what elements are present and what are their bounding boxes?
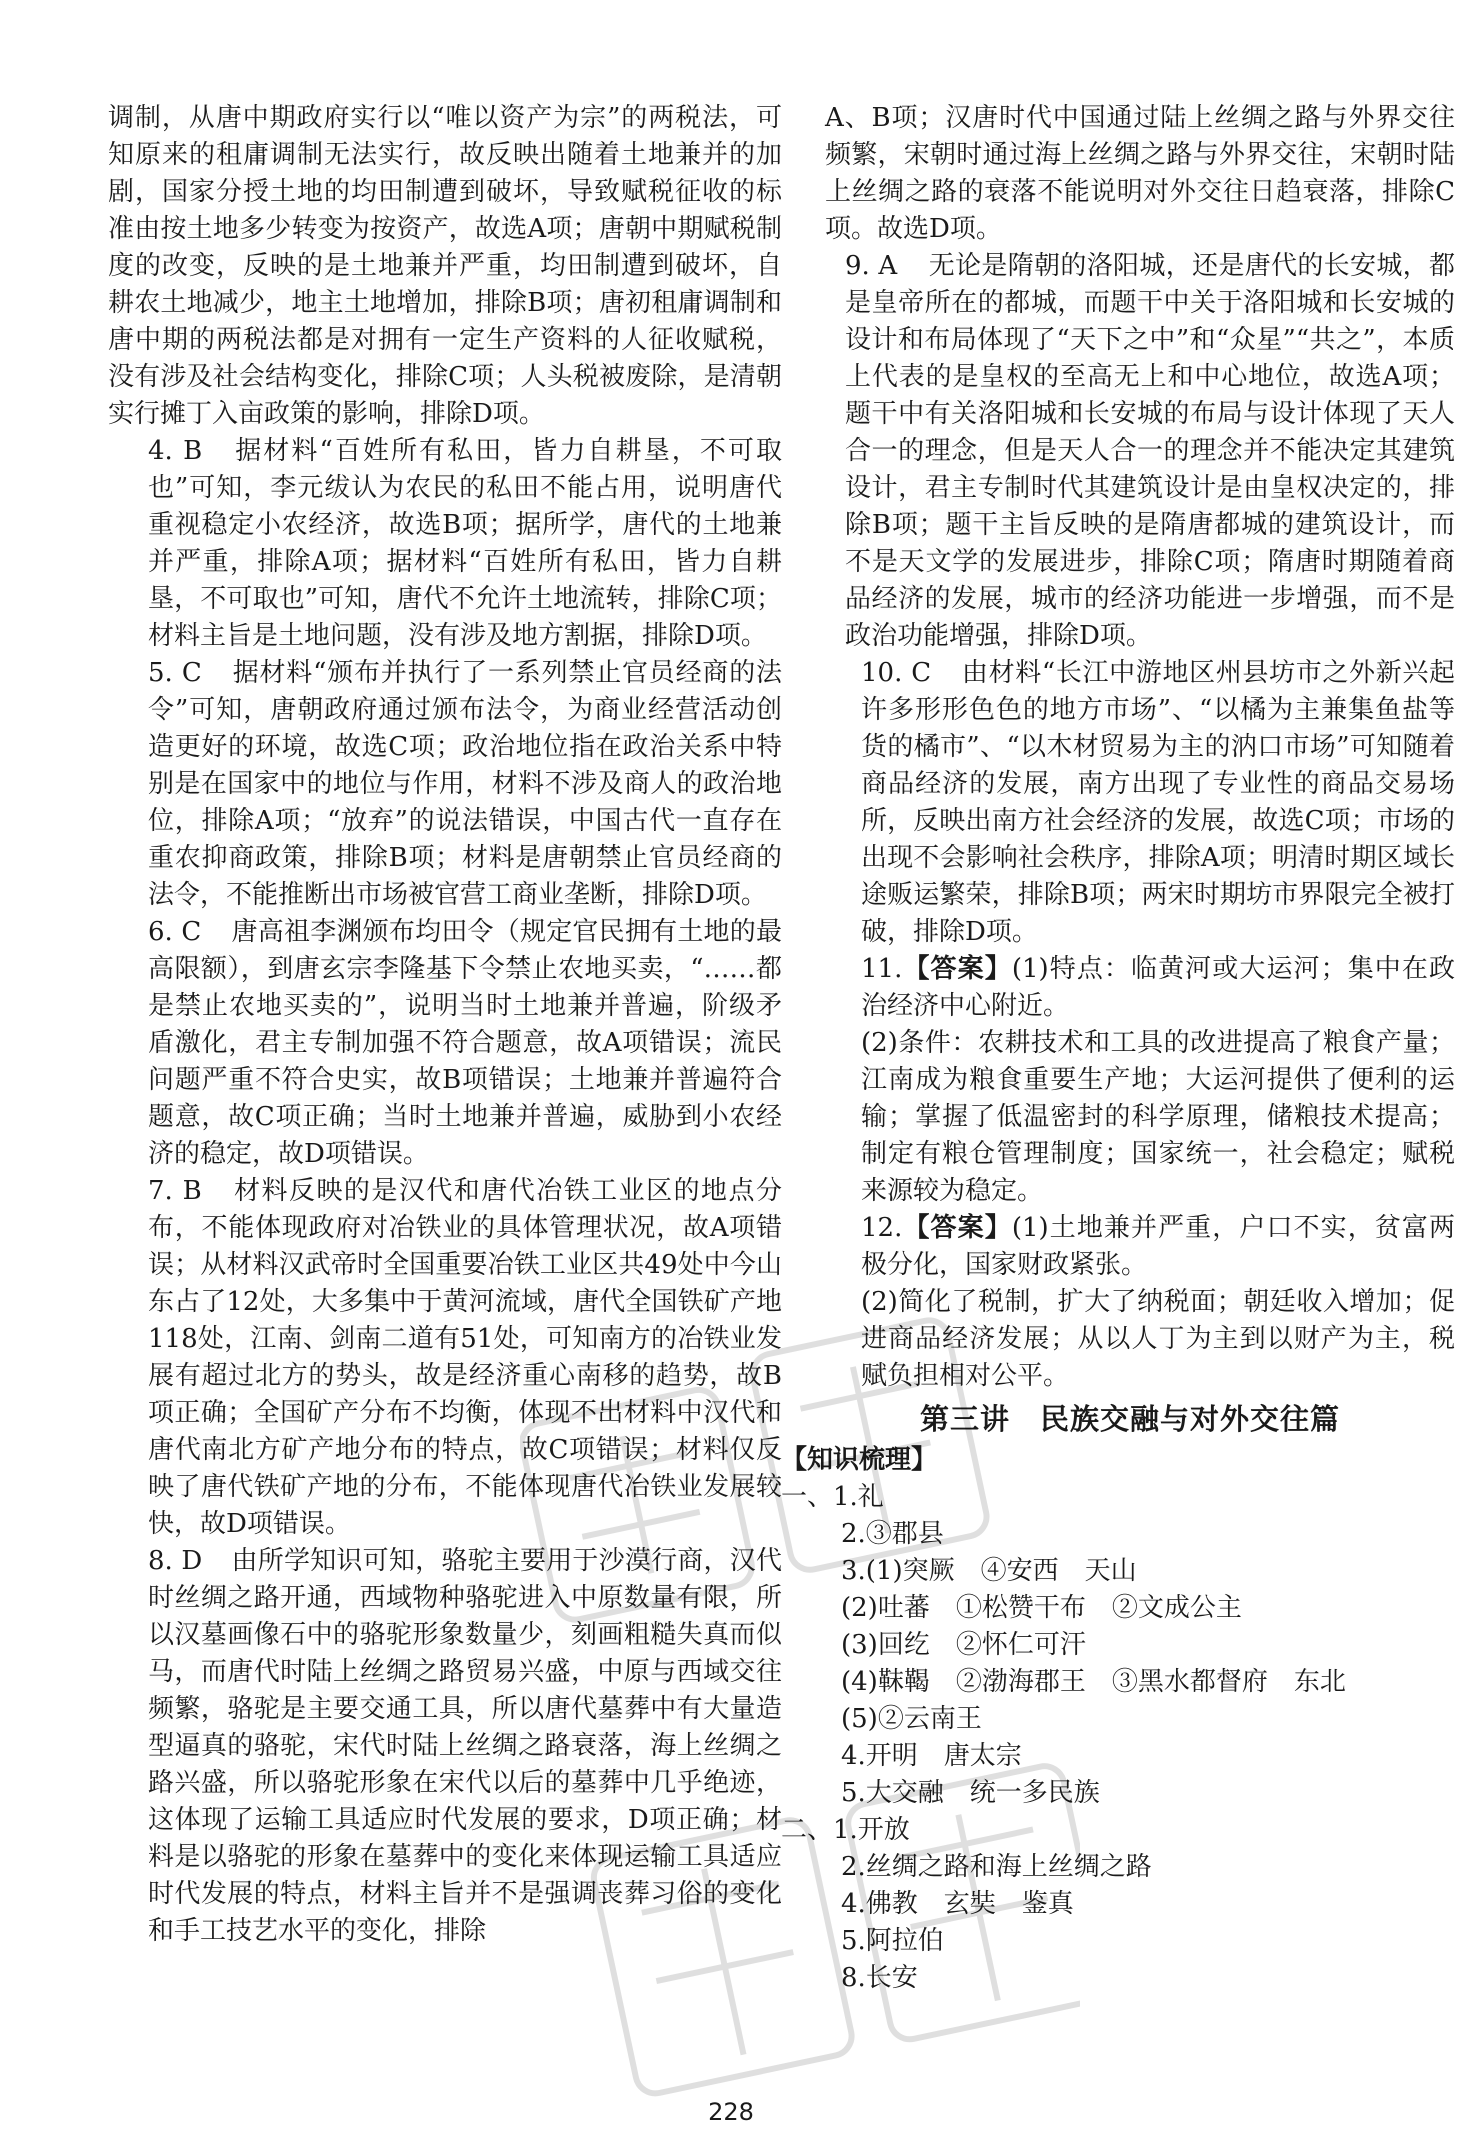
item-explanation: 据材料“百姓所有私田，皆力自耕垦，不可取也”可知，李元绂认为农民的私田不能占用，说明唐代重视稳定小农经济，故选B项；据所学，唐代的土地兼并严重，排除A项；据材料“百姓所有私田，皆力自耕垦，不可取也”可知，唐代不允许土地流转，排除C项；材料主旨是土地问题，没有涉及地方割据，排除D项。 bbox=[148, 436, 782, 651]
item-number: 4. bbox=[148, 436, 173, 466]
left-continuation-text: 调制，从唐中期政府实行以“唯以资产为宗”的两税法，可知原来的租庸调制无法实行，故反映出随着土地兼并的加剧，国家分授土地的均田制遭到破坏，导致赋税征收的标准由按土地多少转变为按资产，故选A项；唐朝中期赋税制度的改变，反映的是土地兼并严重，均田制遭到破坏，自耕农土地减少，地主土地增加，排除B项；唐初租庸调制和唐中期的两税法都是对拥有一定生产资料的人征收赋税，没有涉及社会结构变化，排除C项；人头税被废除，是清朝实行摊丁入亩政策的影响，排除D项。 bbox=[108, 103, 782, 429]
knowledge-line: 二、1.开放 bbox=[781, 1815, 910, 1845]
knowledge-line: 2.丝绸之路和海上丝绸之路 bbox=[841, 1852, 1152, 1882]
answer-item-6 bbox=[108, 914, 782, 1173]
item-explanation: 无论是隋朝的洛阳城，还是唐代的长安城，都是皇帝所在的都城，而题干中关于洛阳城和长安城的设计和布局体现了“天下之中”和“众星”“共之”，本质上代表的是皇权的至高无上和中心地位，故选A项；题干中有关洛阳城和长安城的布局与设计体现了天人合一的理念，但是天人合一的理念并不能决定其建筑设计，君主专制时代其建筑设计是由皇权决定的，排除B项；题干主旨反映的是隋唐都城的建筑设计，而不是天文学的发展进步，排除C项；隋唐时期随着商品经济的发展，城市的经济功能进一步增强，而不是政治功能增强，排除D项。 bbox=[845, 251, 1455, 651]
answer-item-5 bbox=[108, 655, 782, 914]
item-explanation: 由材料“长江中游地区州县坊市之外新兴起许多形形色色的地方市场”、“以橘为主兼集鱼盐等货的橘市”、“以木材贸易为主的汭口市场”可知随着商品经济的发展，南方出现了专业性的商品交易场所，反映出南方社会经济的发展，故选C项；市场的出现不会影响社会秩序，排除A项；明清时期区域长途贩运繁荣，排除B项；两宋时期坊市界限完全被打破，排除D项。 bbox=[861, 658, 1455, 947]
item-number: 10. bbox=[861, 658, 903, 688]
knowledge-line: 4.开明 唐太宗 bbox=[841, 1741, 1022, 1771]
item-number: 9. bbox=[845, 251, 870, 281]
knowledge-line: (5)②云南王 bbox=[841, 1704, 982, 1734]
knowledge-line: 3.(1)突厥 ④安西 天山 bbox=[841, 1556, 1137, 1586]
item-answer: D bbox=[181, 1546, 203, 1576]
item-number: 12. bbox=[861, 1213, 903, 1243]
item-explanation: 由所学知识可知，骆驼主要用于沙漠行商，汉代时丝绸之路开通，西域物种骆驼进入中原数量有限，所以汉墓画像石中的骆驼形象数量少，刻画粗糙失真而似马，而唐代时陆上丝绸之路贸易兴盛，中原与西域交往频繁，骆驼是主要交通工具，所以唐代墓葬中有大量造型逼真的骆驼，宋代时陆上丝绸之路衰落，海上丝绸之路兴盛，所以骆驼形象在宋代以后的墓葬中几乎绝迹，这体现了运输工具适应时代发展的要求，D项正确；材料是以骆驼的形象在墓葬中的变化来体现运输工具适应时代发展的特点，材料主旨并不是强调丧葬习俗的变化和手工技艺水平的变化，排除 bbox=[148, 1546, 782, 1946]
knowledge-line: 4.佛教 玄奘 鉴真 bbox=[841, 1889, 1074, 1919]
answer-item-7 bbox=[108, 1173, 782, 1543]
right-column bbox=[781, 100, 1455, 1997]
item-answer: C bbox=[181, 658, 202, 688]
knowledge-heading: 【知识梳理】 bbox=[781, 1445, 938, 1475]
knowledge-list bbox=[781, 1479, 1455, 1997]
lecture-title: 第三讲 民族交融与对外交往篇 bbox=[919, 1402, 1340, 1436]
item-answer: A bbox=[878, 251, 898, 281]
knowledge-line: (3)回纥 ②怀仁可汗 bbox=[841, 1630, 1086, 1660]
right-continuation-text: A、B项；汉唐时代中国通过陆上丝绸之路与外界交往频繁，宋朝时通过海上丝绸之路与外界交往，宋朝时陆上丝绸之路的衰落不能说明对外交往日趋衰落，排除C项。故选D项。 bbox=[825, 103, 1455, 244]
answer-label: 【答案】 bbox=[902, 954, 1012, 984]
knowledge-line: 8.长安 bbox=[841, 1963, 918, 1993]
answer-item-9 bbox=[805, 248, 1455, 655]
knowledge-line: 一、1.礼 bbox=[781, 1482, 884, 1512]
knowledge-line: 2.③郡县 bbox=[841, 1519, 944, 1549]
item-number: 5. bbox=[148, 658, 173, 688]
item-explanation: 材料反映的是汉代和唐代冶铁工业区的地点分布，不能体现政府对冶铁业的具体管理状况，故A项错误；从材料汉武帝时全国重要冶铁工业区共49处中今山东占了12处，大多集中于黄河流域，唐代全国铁矿产地118处，江南、剑南二道有51处，可知南方的冶铁业发展有超过北方的势头，故是经济重心南移的趋势，故B项正确；全国矿产分布不均衡，体现不出材料中汉代和唐代南北方矿产地分布的特点，故C项错误；材料仅反映了唐代铁矿产地的分布，不能体现唐代冶铁业发展较快，故D项错误。 bbox=[148, 1176, 782, 1539]
answer-label: 【答案】 bbox=[902, 1213, 1012, 1243]
left-column bbox=[108, 100, 782, 1950]
item-answer: C bbox=[911, 658, 932, 688]
answer-item-12 bbox=[805, 1210, 1455, 1395]
knowledge-line: 5.大交融 统一多民族 bbox=[841, 1778, 1100, 1808]
item-answer: B bbox=[183, 436, 203, 466]
item-explanation: 唐高祖李渊颁布均田令（规定官民拥有土地的最高限额），到唐玄宗李隆基下令禁止农地买卖，“……都是禁止农地买卖的”，说明当时土地兼并普遍，阶级矛盾激化，君主专制加强不符合题意，故A项错误；流民问题严重不符合史实，故B项错误；土地兼并普遍符合题意，故C项正确；当时土地兼并普遍，威胁到小农经济的稳定，故D项错误。 bbox=[148, 917, 782, 1169]
answer-item-4 bbox=[108, 433, 782, 655]
answer-item-11 bbox=[805, 951, 1455, 1210]
item-number: 6. bbox=[148, 917, 173, 947]
answer-part-1: (1)土地兼并严重，户口不实，贫富两极分化，国家财政紧张。 bbox=[861, 1213, 1455, 1280]
answer-item-10 bbox=[805, 655, 1455, 951]
item-number: 8. bbox=[148, 1546, 173, 1576]
item-answer: B bbox=[182, 1176, 202, 1206]
item-number: 11. bbox=[861, 954, 903, 984]
knowledge-line: (2)吐蕃 ①松赞干布 ②文成公主 bbox=[841, 1593, 1242, 1623]
page-number: 228 bbox=[708, 2098, 754, 2126]
answer-part-1: (1)特点：临黄河或大运河；集中在政治经济中心附近。 bbox=[861, 954, 1455, 1021]
knowledge-line: (4)靺鞨 ②渤海郡王 ③黑水都督府 东北 bbox=[841, 1667, 1346, 1697]
item-number: 7. bbox=[148, 1176, 173, 1206]
answer-part-2: (2)条件：农耕技术和工具的改进提高了粮食产量；江南成为粮食重要生产地；大运河提供了便利的运输；掌握了低温密封的科学原理，储粮技术提高；制定有粮仓管理制度；国家统一，社会稳定；赋税来源较为稳定。 bbox=[861, 1028, 1455, 1206]
answer-part-2: (2)简化了税制，扩大了纳税面；朝廷收入增加；促进商品经济发展；从以人丁为主到以财产为主，税赋负担相对公平。 bbox=[861, 1287, 1455, 1391]
answer-item-8 bbox=[108, 1543, 782, 1950]
item-explanation: 据材料“颁布并执行了一系列禁止官员经商的法令”可知，唐朝政府通过颁布法令，为商业经营活动创造更好的环境，故选C项；政治地位指在政治关系中特别是在国家中的地位与作用，材料不涉及商人的政治地位，排除A项；“放弃”的说法错误，中国古代一直存在重农抑商政策，排除B项；材料是唐朝禁止官员经商的法令，不能推断出市场被官营工商业垄断，排除D项。 bbox=[148, 658, 783, 910]
knowledge-line: 5.阿拉伯 bbox=[841, 1926, 944, 1956]
item-answer: C bbox=[181, 917, 202, 947]
